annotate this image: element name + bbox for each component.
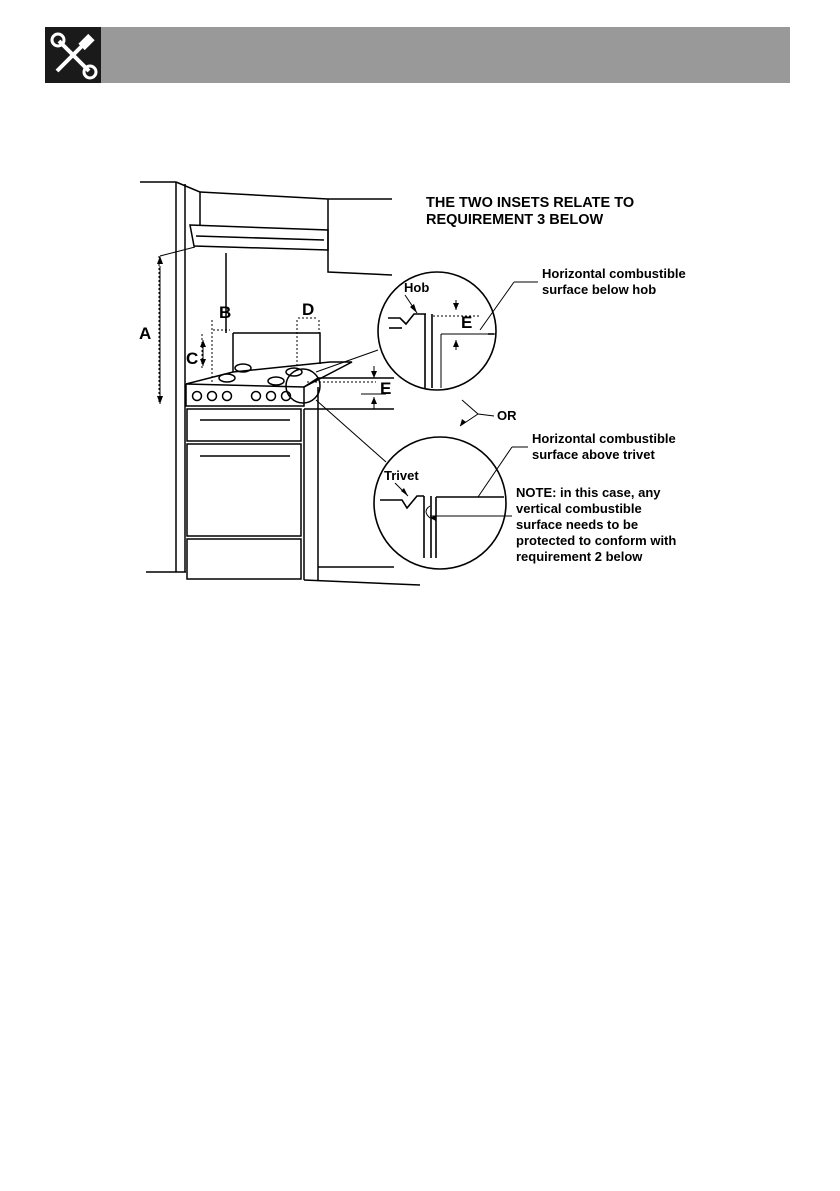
trivet-label: Trivet <box>384 468 419 483</box>
note-line-1: NOTE: in this case, any <box>516 485 661 500</box>
dimension-label-d: D <box>302 300 315 319</box>
callout-above-trivet-line2: surface above trivet <box>532 447 655 462</box>
dimension-label-c: C <box>186 349 199 368</box>
dimension-label-e: E <box>380 379 392 398</box>
note-line-2: vertical combustible <box>516 501 642 516</box>
dimension-label-a: A <box>139 324 152 343</box>
note-line-3: surface needs to be <box>516 517 639 532</box>
callout-above-trivet-line1: Horizontal combustible <box>532 431 676 446</box>
callout-below-hob-line2: surface below hob <box>542 282 657 297</box>
hob-label: Hob <box>404 280 430 295</box>
note-line-5: requirement 2 below <box>516 549 643 564</box>
or-label: OR <box>497 408 517 423</box>
diagram-title-line2: REQUIREMENT 3 BELOW <box>426 212 604 228</box>
inset-dimension-label-e: E <box>461 313 473 332</box>
note-line-4: protected to conform with <box>516 533 677 548</box>
diagram-title-line1: THE TWO INSETS RELATE TO <box>426 195 635 211</box>
dimension-label-b: B <box>219 303 232 322</box>
callout-below-hob-line1: Horizontal combustible <box>542 266 686 281</box>
